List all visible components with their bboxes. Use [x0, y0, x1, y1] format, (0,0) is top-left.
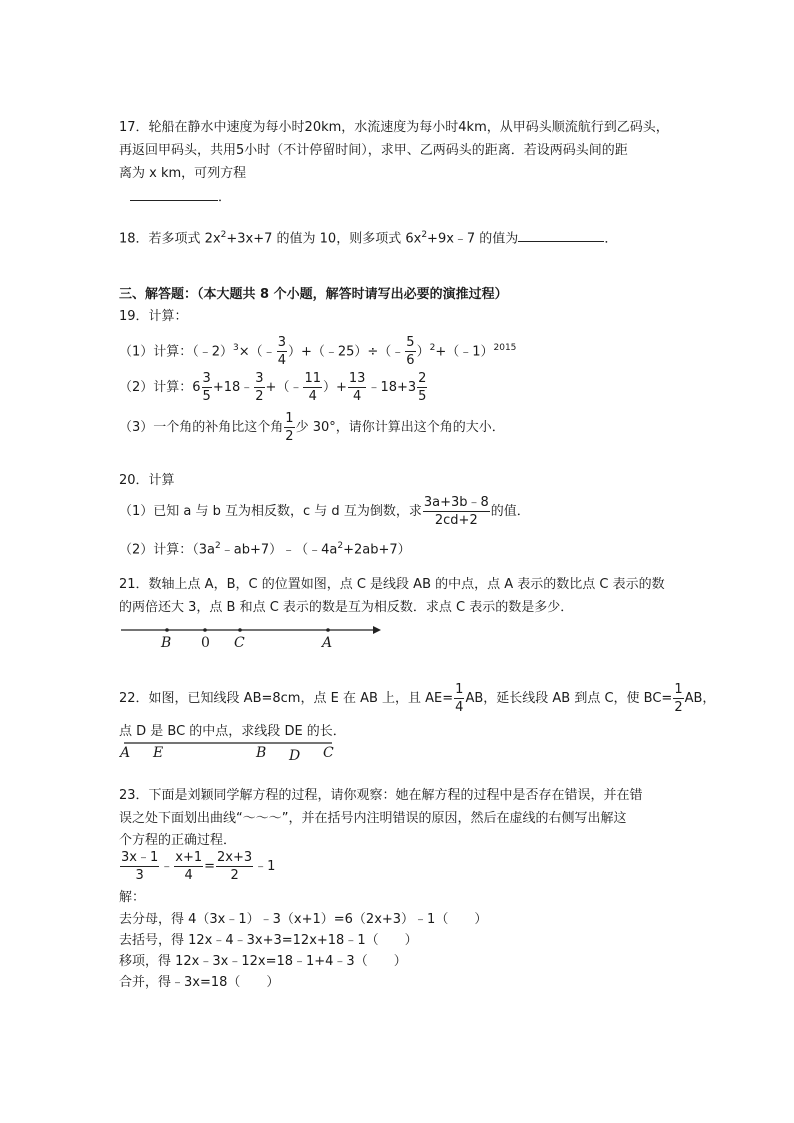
frac-numerator: 11 [304, 371, 321, 386]
q23-line1: 23．下面是刘颖同学解方程的过程，请你观察：她在解方程的过程中是否存在错误，并在错 [119, 788, 643, 803]
frac-numerator: 2 [418, 371, 427, 386]
frac-denominator: 2 [230, 868, 239, 883]
frac-denominator: 2 [285, 429, 294, 444]
section3-title: 三、解答题：（本大题共 8 个小题，解答时请写出必要的演推过程） [119, 287, 508, 302]
number-line-figure [119, 618, 381, 658]
q17-line1: 17．轮船在静水中速度为每小时20km，水流速度为每小时4km，从甲码头顺流航行到乙码头， [119, 120, 669, 135]
frac-denominator: 4 [184, 868, 193, 883]
frac-numerator: 3a+3b﹣8 [423, 495, 489, 510]
frac-denominator: 2 [674, 700, 683, 715]
frac-numerator: 3x﹣1 [121, 850, 159, 865]
q22-segment-figure [119, 737, 341, 767]
frac-numerator: 1 [674, 682, 683, 697]
q18-text-b: +3x+7 的值为 10，则多项式 6x [226, 231, 422, 247]
q19p1-text-c: ）+（﹣25）÷（﹣ [287, 344, 405, 360]
q23-step4: 合并，得﹣3x=18（ ） [119, 975, 280, 990]
frac-numerator: 3 [202, 371, 211, 386]
q18-exp1: 2 [220, 230, 227, 240]
q19p2-text-b: +18﹣ [212, 380, 254, 395]
q22-line2: 点 D 是 BC 的中点，求线段 DE 的长． [119, 724, 346, 739]
q19p2-text-e: ﹣18+3 [367, 380, 417, 395]
q20-part1 [119, 494, 530, 530]
q19p1-frac2 [405, 334, 415, 369]
q19p1-text-a: （1）计算：（﹣2） [119, 344, 234, 360]
frac-numerator: 2x+3 [217, 850, 253, 865]
q19p1-text-d: ） [416, 344, 430, 360]
q18-period: ． [604, 231, 618, 247]
q23-solution-label: 解： [119, 890, 146, 905]
frac-denominator: 5 [202, 389, 211, 404]
label-B: B [256, 745, 267, 761]
label-B: B [161, 635, 172, 651]
label-A: A [322, 635, 333, 651]
frac-numerator: 1 [455, 682, 464, 697]
q17-answer-blank[interactable] [130, 186, 218, 201]
frac-denominator: 4 [353, 389, 362, 404]
label-C: C [234, 635, 245, 651]
q17-line3: 离为 x km，可列方程 [119, 166, 247, 181]
q19p2-text-d: ）+ [323, 380, 347, 395]
point-A-dot [326, 628, 330, 632]
q21-line1: 21．数轴上点 A，B，C 的位置如图，点 C 是线段 AB 的中点，点 A 表示的数比点 C 表示的数 [119, 577, 665, 592]
q23-frac3 [216, 849, 253, 884]
q18-text-c: +9x﹣7 的值为 [427, 231, 519, 247]
q20-title: 20．计算 [119, 473, 175, 488]
q23-op-equals: = [204, 859, 216, 874]
q22-frac1 [454, 681, 464, 716]
q23-frac1 [120, 849, 159, 884]
frac-denominator: 2 [255, 389, 264, 404]
q19p2-frac4 [348, 370, 367, 405]
frac-denominator: 4 [277, 353, 286, 369]
q19p3-text-a: （3）一个角的补角比这个角 [119, 420, 284, 435]
frac-numerator: 13 [348, 371, 366, 386]
q19p2-text-a: （2）计算：6 [119, 380, 201, 395]
label-E: E [153, 745, 164, 761]
q19p3-frac [284, 410, 294, 445]
label-A: A [120, 745, 131, 761]
q18-answer-blank[interactable] [518, 227, 604, 242]
q20p1-frac [423, 494, 490, 529]
q19p1-exp3: 2015 [493, 343, 517, 353]
q22-text-c: AB， [684, 691, 716, 706]
point-zero-dot [203, 628, 207, 632]
q23-line3: 个方程的正确过程． [119, 833, 237, 848]
q19p1-exp2: 2 [429, 343, 436, 353]
q23-step3: 移项，得 12x﹣3x﹣12x=18﹣1+4﹣3（ ） [119, 954, 407, 969]
q19p2-frac1 [202, 370, 212, 405]
q19p3-text-b: 少 30°，请你计算出这个角的大小． [295, 420, 505, 435]
label-D: D [289, 748, 301, 764]
frac-denominator: 4 [455, 700, 464, 715]
q23-equation [119, 849, 275, 885]
frac-numerator: 1 [285, 411, 294, 426]
q21-line2: 的两倍还大 3，点 B 和点 C 表示的数是互为相反数．求点 C 表示的数是多少． [119, 600, 574, 615]
q19-part1 [119, 330, 516, 370]
q20p1-text-a: （1）已知 a 与 b 互为相反数，c 与 d 互为倒数，求 [119, 504, 422, 519]
q19p2-frac3 [303, 370, 322, 405]
q18-text-a: 18．若多项式 2x [119, 231, 221, 247]
frac-denominator: 6 [406, 353, 415, 369]
q23-line2: 误之处下面划出曲线“～～～”，并在括号内注明错误的原因，然后在虚线的右侧写出解这 [119, 811, 627, 826]
q20p2-exp2: 2 [337, 541, 344, 551]
q18 [119, 225, 617, 249]
frac-numerator: 5 [406, 335, 415, 351]
point-C-dot [238, 628, 242, 632]
frac-numerator: 3 [277, 335, 286, 351]
q17-period: ． [218, 190, 232, 205]
q22-text-a: 22．如图，已知线段 AB=8cm，点 E 在 AB 上，且 AE= [119, 691, 454, 706]
q20p1-text-b: 的值． [490, 504, 530, 519]
q20p2-text-a: （2）计算：（3a [119, 542, 216, 558]
q18-exp2: 2 [421, 230, 428, 240]
q22-text-b: AB，延长线段 AB 到点 C，使 BC= [465, 691, 673, 706]
q23-step1: 去分母，得 4（3x﹣1）﹣3（x+1）=6（2x+3）﹣1（ ） [119, 912, 488, 927]
q20-part2 [119, 536, 411, 560]
q21-number-line [119, 618, 381, 658]
label-zero: 0 [201, 635, 210, 651]
q19p1-exp: 3 [233, 343, 239, 353]
q19p2-frac2 [254, 370, 264, 405]
q19p1-text-e: +（﹣1） [435, 344, 494, 360]
frac-numerator: x+1 [175, 850, 203, 865]
q22-frac2 [673, 681, 683, 716]
frac-denominator: 4 [308, 389, 317, 404]
q23-op-minus-one: ﹣1 [254, 859, 276, 874]
q19p1-frac1 [277, 334, 287, 369]
frac-denominator: 3 [135, 868, 144, 883]
frac-numerator: 3 [255, 371, 264, 386]
frac-denominator: 2cd+2 [434, 513, 478, 528]
q19-part2 [119, 370, 428, 406]
q22-line1 [119, 680, 715, 718]
q20p2-exp1: 2 [215, 541, 221, 551]
q20p2-text-c: +2ab+7） [343, 542, 411, 558]
q19p2-frac5 [417, 370, 427, 405]
q23-op-minus: ﹣ [160, 859, 174, 874]
q20p2-text-b: ﹣ab+7）﹣（﹣4a [220, 542, 338, 558]
point-B-dot [165, 628, 169, 632]
frac-denominator: 5 [418, 389, 427, 404]
q17-answer-line [130, 186, 231, 208]
q19-part3 [119, 410, 505, 446]
q19p2-text-c: +（﹣ [265, 380, 303, 395]
q17-line2: 再返回甲码头，共用5小时（不计停留时间），求甲、乙两码头的距离．若设两码头间的距 [119, 143, 628, 158]
q23-step2: 去括号，得 12x﹣4﹣3x+3=12x+18﹣1（ ） [119, 933, 418, 948]
label-C: C [323, 745, 334, 761]
q19-title: 19．计算： [119, 309, 188, 324]
number-line-arrow [373, 626, 381, 634]
q23-frac2 [174, 849, 203, 884]
q19p1-text-b: ×（﹣ [238, 344, 276, 360]
